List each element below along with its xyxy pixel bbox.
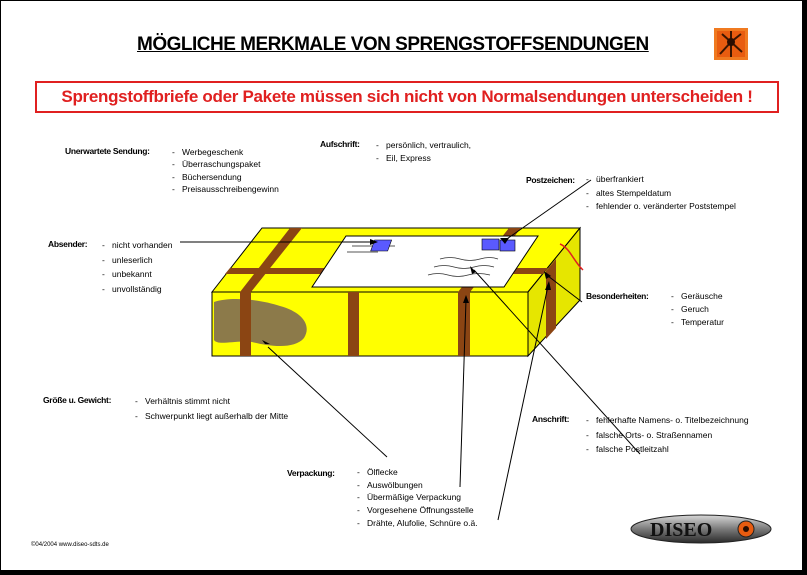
- list-item: - unbekannt: [102, 267, 173, 282]
- list-item: - Auswölbungen: [357, 479, 478, 492]
- warning-text: Sprengstoffbriefe oder Pakete müssen sich nicht von Normalsendungen unterscheiden !: [61, 87, 753, 106]
- list-besonderheiten: [671, 290, 724, 329]
- list-item: - Vorgesehene Öffnungsstelle: [357, 504, 478, 517]
- list-item: - Werbegeschenk: [172, 146, 279, 158]
- list-postzeichen: [586, 173, 736, 214]
- list-item: - Temperatur: [671, 316, 724, 329]
- logo-text: DISEO: [650, 519, 713, 541]
- strap-side: [546, 259, 556, 339]
- diseo-logo-icon: [630, 514, 772, 544]
- list-item: - Eil, Express: [376, 152, 471, 165]
- label-unerwartete-sendung: Unerwartete Sendung:: [65, 146, 150, 156]
- page-title: MÖGLICHE MERKMALE VON SPRENGSTOFFSENDUNGEN: [137, 34, 649, 55]
- list-item: - Drähte, Alufolie, Schnüre o.ä.: [357, 517, 478, 530]
- list-item: - fehlender o. veränderter Poststempel: [586, 200, 736, 214]
- list-anschrift: [586, 413, 749, 457]
- list-item: - Geruch: [671, 303, 724, 316]
- list-aufschrift: [376, 139, 471, 165]
- list-item: - persönlich, vertraulich,: [376, 139, 471, 152]
- strap-front-2: [348, 292, 359, 356]
- list-verpackung: [357, 466, 478, 530]
- list-item: - Schwerpunkt liegt außerhalb der Mitte: [135, 409, 288, 424]
- label-besonderheiten: Besonderheiten:: [586, 291, 649, 301]
- list-item: - falsche Orts- o. Straßennamen: [586, 428, 749, 443]
- label-postzeichen: Postzeichen:: [526, 175, 575, 185]
- list-unerwartete-sendung: [172, 146, 279, 195]
- list-item: - Verhältnis stimmt nicht: [135, 394, 288, 409]
- label-verpackung: Verpackung:: [287, 468, 335, 478]
- list-item: - Überraschungspaket: [172, 158, 279, 170]
- list-groesse-gewicht: [135, 394, 288, 424]
- copyright-text: ©04/2004 www.diseo-sdts.de: [31, 542, 109, 548]
- list-item: - überfrankiert: [586, 173, 736, 187]
- label-anschrift: Anschrift:: [532, 414, 570, 424]
- list-item: - Übermäßige Verpackung: [357, 491, 478, 504]
- strap-front-1: [240, 292, 251, 356]
- list-item: - fehlerhafte Namens- o. Titelbezeichnung: [586, 413, 749, 428]
- label-absender: Absender:: [48, 239, 88, 249]
- list-item: - falsche Postleitzahl: [586, 442, 749, 457]
- list-item: - unvollständig: [102, 282, 173, 297]
- list-item: - nicht vorhanden: [102, 238, 173, 253]
- list-item: - Büchersendung: [172, 171, 279, 183]
- list-absender: [102, 238, 173, 296]
- list-item: - unleserlich: [102, 253, 173, 268]
- list-item: - Ölflecke: [357, 466, 478, 479]
- list-item: - Preisausschreibengewinn: [172, 183, 279, 195]
- label-aufschrift: Aufschrift:: [320, 139, 360, 149]
- list-item: - Geräusche: [671, 290, 724, 303]
- list-item: - altes Stempeldatum: [586, 187, 736, 201]
- label-groesse-gewicht: Größe u. Gewicht:: [43, 395, 112, 405]
